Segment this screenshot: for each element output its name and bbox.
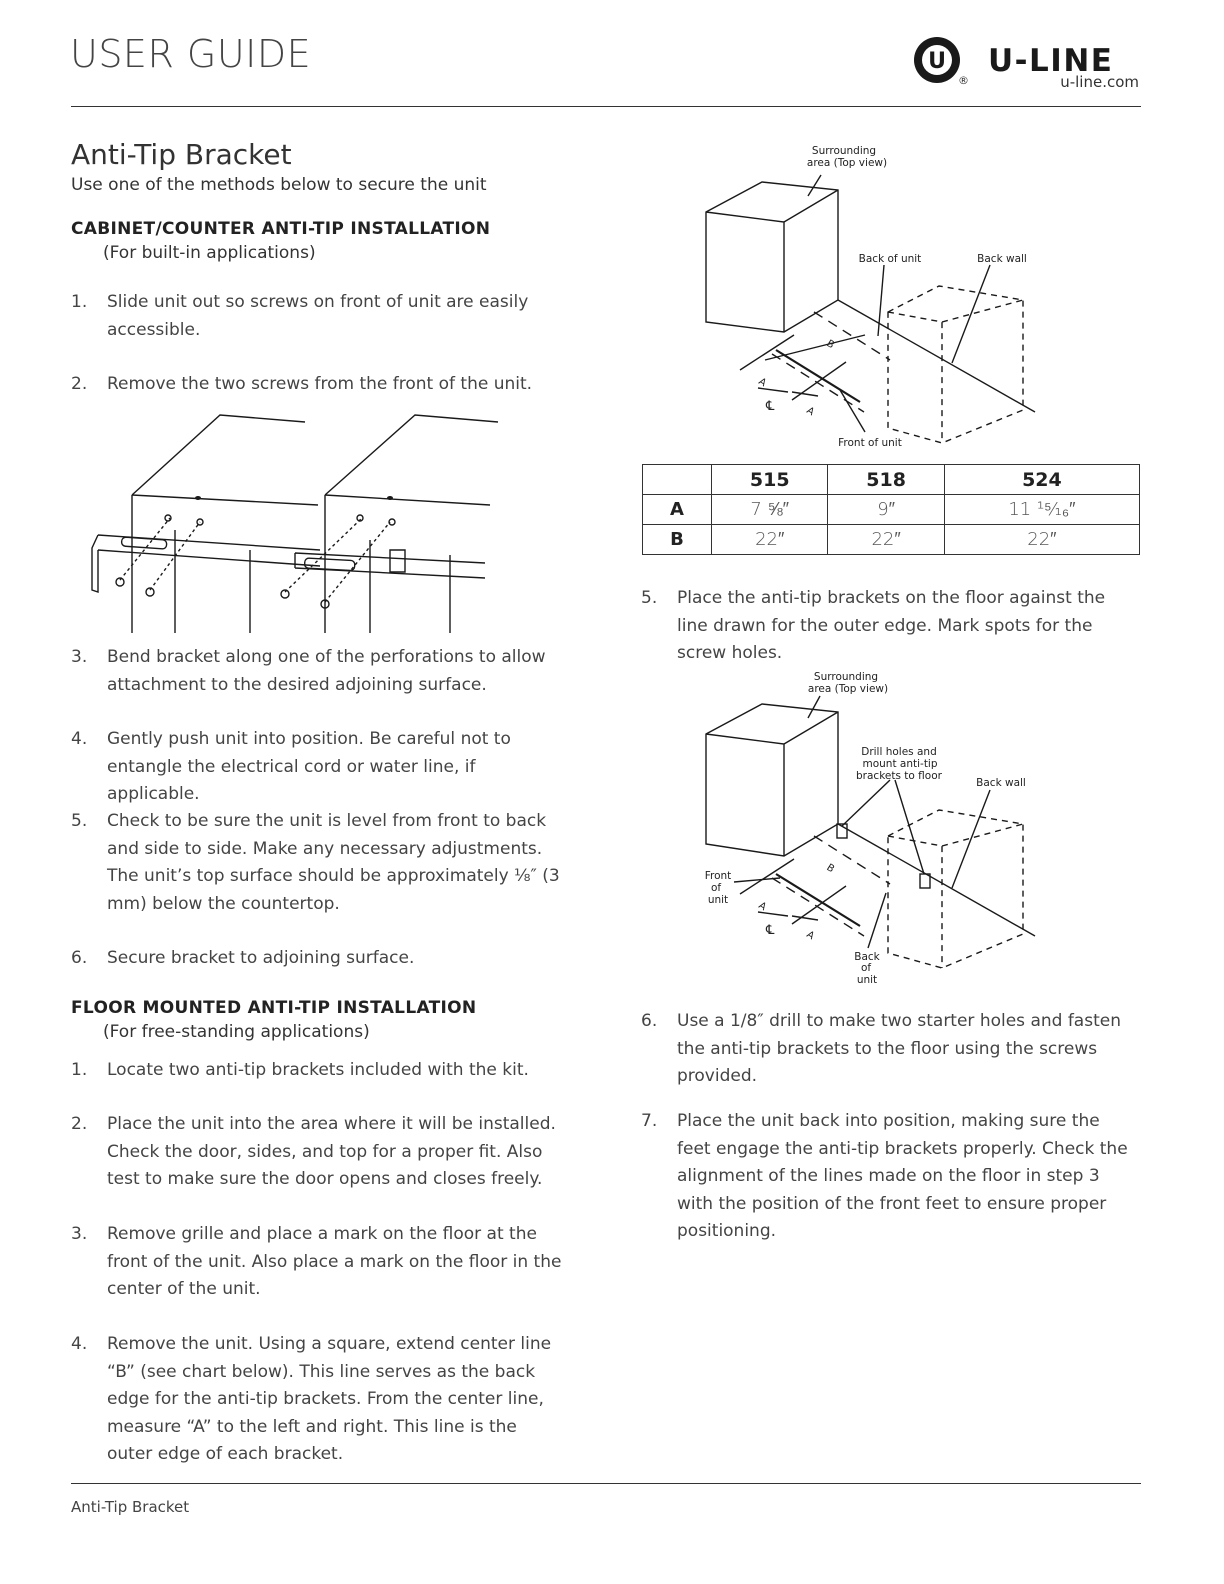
- unit-top-edge: [132, 415, 305, 495]
- step-text: Remove grille and place a mark on the floor at the front of the unit. Also place a mark on the floor in the center of the unit.: [107, 1224, 562, 1299]
- step-number: 4.: [71, 1334, 88, 1354]
- step-text: Slide unit out so screws on front of unit are easily accessible.: [107, 292, 529, 340]
- step-number: 7.: [641, 1111, 658, 1131]
- table-row: [643, 495, 1140, 525]
- label-back-wall: Back wall: [976, 777, 1026, 789]
- cabinet-step-6: [71, 945, 567, 973]
- label-b: B: [824, 862, 837, 876]
- label-drill-2: mount anti-tip: [862, 758, 938, 770]
- label-a-right: A: [804, 405, 817, 419]
- cabinet-step-2: [71, 371, 567, 399]
- table-cell: 7 ⅝″: [712, 495, 828, 525]
- screw-hole: [165, 515, 171, 521]
- floor-line: [838, 300, 1035, 412]
- leader-surrounding: [808, 175, 821, 196]
- step-number: 4.: [71, 729, 88, 749]
- leader-back-wall: [952, 790, 990, 888]
- logo-mark: U: [928, 49, 946, 74]
- label-back-1: Back: [854, 951, 880, 963]
- brand-website: u-line.com: [1060, 73, 1139, 91]
- dashed-guide-lines: [772, 312, 890, 412]
- step-number: 2.: [71, 1114, 88, 1134]
- leader-surrounding: [808, 696, 820, 718]
- step-text: Bend bracket along one of the perforations to allow attachment to the desired adjoining surface.: [107, 647, 546, 695]
- table-cell: 11 ¹⁵⁄₁₆″: [944, 495, 1139, 525]
- table-header-cell: 518: [828, 465, 944, 495]
- step-text: Remove the unit. Using a square, extend center line “B” (see chart below). This line serves as the back edge for the anti-tip brackets. From the center line, measure “A” to the left and right. This line is the outer edge of each bracket.: [107, 1334, 552, 1464]
- cabinet-bracket-illustration: [80, 410, 500, 635]
- label-a-left: A: [756, 900, 769, 914]
- floor-step-2: [71, 1111, 567, 1194]
- label-a-right: A: [804, 929, 817, 943]
- table-header-cell: 524: [944, 465, 1139, 495]
- dashed-unit-outline: [888, 286, 1023, 443]
- label-surrounding-2: area (Top view): [806, 157, 888, 169]
- logo-wordmark: U-LINE: [988, 43, 1114, 79]
- bracket-line: [776, 874, 860, 926]
- label-front-3: unit: [707, 894, 729, 906]
- table-cell: 22″: [944, 525, 1139, 555]
- label-surrounding-1: Surrounding: [813, 671, 879, 683]
- label-back-of-unit: Back of unit: [858, 253, 922, 265]
- step-number: 6.: [71, 948, 88, 968]
- table-cell: 22″: [828, 525, 944, 555]
- step-number: 6.: [641, 1011, 658, 1031]
- unit-box: [706, 182, 838, 332]
- table-header-cell: [643, 465, 712, 495]
- cabinet-heading: CABINET/COUNTER ANTI-TIP INSTALLATION: [71, 219, 491, 239]
- unit-top-front-edge: [132, 495, 318, 505]
- unit-edges: [175, 530, 250, 633]
- label-drill-3: brackets to floor: [856, 770, 942, 782]
- unit-box: [706, 704, 838, 856]
- step-text: Use a 1/8″ drill to make two starter holes and fasten the anti-tip brackets to the floor using the screws provided.: [677, 1011, 1121, 1086]
- floor-heading: FLOOR MOUNTED ANTI-TIP INSTALLATION: [71, 998, 477, 1018]
- label-back-2: of: [860, 962, 872, 974]
- step-number: 1.: [71, 1060, 88, 1080]
- step-number: 1.: [71, 292, 88, 312]
- label-front-of-unit: Front of unit: [838, 437, 902, 449]
- step-text: Place the unit back into position, making sure the feet engage the anti-tip brackets properly. Check the alignment of the lines made on the floor in step 3 with the position of the front feet to ensure proper positioning.: [677, 1111, 1128, 1241]
- label-centerline: ℄: [766, 923, 775, 938]
- document-title: USER GUIDE: [70, 32, 312, 76]
- step-text: Place the unit into the area where it will be installed. Check the door, sides, and top for a proper fit. Also test to make sure the door opens and closes freely.: [107, 1114, 556, 1189]
- floor-step-3: [71, 1221, 567, 1304]
- step-text: Locate two anti-tip brackets included with the kit.: [107, 1060, 529, 1080]
- label-b: B: [824, 338, 837, 352]
- step-text: Gently push unit into position. Be careful not to entangle the electrical cord or water line, if applicable.: [107, 729, 511, 804]
- label-back-3: unit: [856, 974, 878, 986]
- cabinet-step-1: [71, 289, 567, 344]
- top-hole: [195, 496, 201, 500]
- leader-drill: [842, 780, 924, 874]
- unit2-top-front-edge: [325, 495, 490, 505]
- registered-mark: ®: [958, 74, 969, 87]
- leader-back: [868, 893, 886, 948]
- footer-text: Anti-Tip Bracket: [71, 1498, 190, 1516]
- label-drill-1: Drill holes and: [861, 746, 937, 758]
- step-text: Check to be sure the unit is level from front to back and side to side. Make any necessary adjustments. The unit’s top surface should be approximately ⅛″ (3 mm) below the countertop.: [107, 811, 560, 914]
- floor-step-6: [641, 1008, 1137, 1091]
- floor-layout-diagram-1: [690, 140, 1050, 455]
- cabinet-step-5: [71, 808, 567, 918]
- floor-step-4: [71, 1331, 567, 1469]
- bracket-line: [776, 350, 860, 402]
- table-row-label: B: [643, 525, 712, 555]
- floor-layout-diagram-2: [690, 668, 1050, 990]
- dashed-unit-outline: [888, 810, 1023, 968]
- table-cell: 22″: [712, 525, 828, 555]
- step-text: Secure bracket to adjoining surface.: [107, 948, 415, 968]
- step-number: 5.: [641, 588, 658, 608]
- label-a-left: A: [756, 376, 769, 390]
- label-centerline: ℄: [766, 399, 775, 414]
- footer-divider: [71, 1483, 1141, 1484]
- cabinet-step-3: [71, 644, 567, 699]
- section-subtitle: Use one of the methods below to secure the unit: [71, 175, 487, 195]
- step-number: 3.: [71, 647, 88, 667]
- dashed-guide-lines: [772, 836, 890, 936]
- label-front-1: Front: [704, 870, 732, 882]
- cabinet-subheading: (For built-in applications): [103, 243, 316, 263]
- dimension-arrows: [758, 912, 818, 920]
- floor-step-5: [641, 585, 1137, 668]
- table-header-row: [643, 465, 1140, 495]
- step-text: Place the anti-tip brackets on the floor against the line drawn for the outer edge. Mark spots for the screw holes.: [677, 588, 1106, 663]
- unit2-edges: [370, 540, 450, 633]
- cabinet-step-4: [71, 726, 567, 809]
- bracket-2-bend: [390, 550, 405, 572]
- table-header-cell: 515: [712, 465, 828, 495]
- leader-front: [734, 878, 780, 882]
- floor-step-7: [641, 1108, 1137, 1246]
- step-number: 5.: [71, 811, 88, 831]
- bracket-2-slot: [304, 558, 354, 571]
- bracket-1: [92, 535, 320, 592]
- floor-subheading: (For free-standing applications): [103, 1022, 370, 1042]
- dimension-table: [642, 464, 1140, 555]
- table-cell: 9″: [828, 495, 944, 525]
- unit2-top-edge: [325, 415, 498, 495]
- label-surrounding-1: Surrounding: [811, 145, 877, 157]
- step-number: 3.: [71, 1224, 88, 1244]
- section-title: Anti-Tip Bracket: [71, 138, 292, 171]
- header-divider: [71, 106, 1141, 107]
- table-row: [643, 525, 1140, 555]
- label-surrounding-2: area (Top view): [807, 683, 889, 695]
- floor-step-1: [71, 1057, 567, 1085]
- label-back-wall: Back wall: [977, 253, 1027, 265]
- step-text: Remove the two screws from the front of the unit.: [107, 374, 533, 394]
- table-row-label: A: [643, 495, 712, 525]
- step-number: 2.: [71, 374, 88, 394]
- top-hole: [387, 496, 393, 500]
- floor-line: [838, 824, 1035, 936]
- leader-back-wall: [952, 265, 990, 363]
- label-front-2: of: [710, 882, 722, 894]
